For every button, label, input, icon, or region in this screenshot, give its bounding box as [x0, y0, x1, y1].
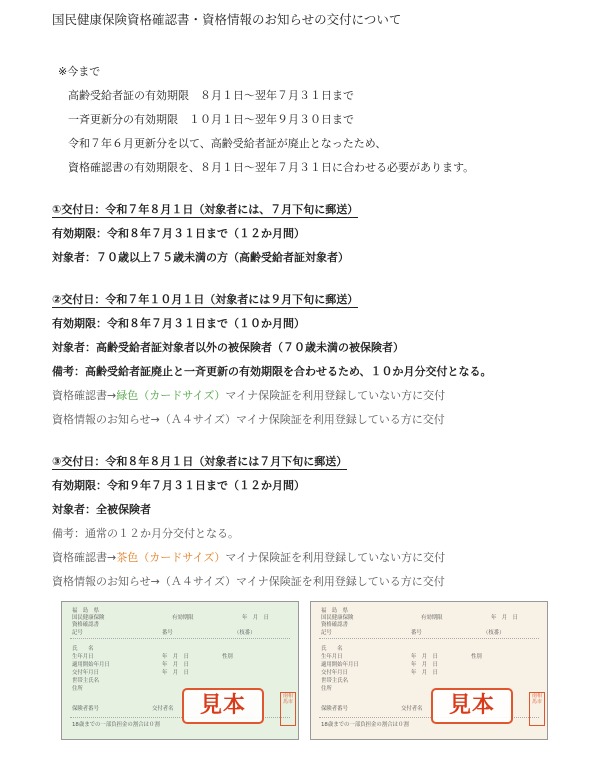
section-3-validity: 有効期限：令和９年７月３１日まで（１２か月間）: [52, 479, 305, 492]
card-birth-ymd: 年 月 日: [411, 654, 438, 660]
card-insurer-no: 保険者番号: [72, 706, 99, 712]
card-insurer-no: 保険者番号: [321, 706, 348, 712]
card-bango: 番号: [162, 630, 173, 636]
card-address: 住所: [72, 686, 83, 692]
section-3-notice-line: 資格情報のお知らせ→（Ａ４サイズ）マイナ保険証を利用登録している方に交付: [52, 575, 445, 588]
seal-stamp: 南相馬市: [529, 692, 545, 726]
card-prefix: 資格確認書→: [52, 551, 117, 564]
card-kigo: 記号: [72, 630, 83, 636]
seal-stamp: 南相馬市: [280, 692, 296, 726]
divider: [70, 638, 290, 639]
section-3-heading: ③交付日：令和８年８月１日（対象者には７月下旬に郵送）: [52, 455, 348, 468]
section-3-note: 備考：通常の１２か月分交付となる。: [52, 527, 239, 540]
section-2-notice-line: 資格情報のお知らせ→（Ａ４サイズ）マイナ保険証を利用登録している方に交付: [52, 413, 445, 426]
card-title-1: 国民健康保険: [321, 615, 354, 621]
card-edaban: （枝番）: [234, 630, 256, 636]
card-issued: 交付年月日: [321, 670, 348, 676]
section-1-heading: ①交付日：令和７年８月１日（対象者には、７月下旬に郵送）: [52, 203, 359, 216]
card-birth-ymd: 年 月 日: [162, 654, 189, 660]
page-title: 国民健康保険資格確認書・資格情報のお知らせの交付について: [52, 12, 402, 27]
card-title-1: 国民健康保険: [72, 615, 105, 621]
section-1-validity: 有効期限：令和８年７月３１日まで（１２か月間）: [52, 227, 305, 240]
card-edaban: （枝番）: [483, 630, 505, 636]
card-address: 住所: [321, 686, 332, 692]
divider: [319, 638, 539, 639]
card-birth: 生年月日: [72, 654, 94, 660]
section-2-validity: 有効期限：令和８年７月３１日まで（１０か月間）: [52, 317, 305, 330]
card-title-2: 資格確認書: [72, 622, 99, 628]
card-kigo: 記号: [321, 630, 332, 636]
card-householder: 世帯主氏名: [72, 678, 99, 684]
green-card-sample: [61, 601, 299, 740]
section-2-note: 備考：高齢受給者証廃止と一斉更新の有効期限を合わせるため、１０か月分交付となる。: [52, 365, 492, 378]
section-2-target: 対象者：高齢受給者証対象者以外の被保険者（７０歳未満の被保険者）: [52, 341, 404, 354]
card-title-2: 資格確認書: [321, 622, 348, 628]
sample-stamp: 見本: [182, 688, 264, 724]
intro-line: 高齢受給者証の有効期限 ８月１日～翌年７月３１日まで: [68, 89, 354, 102]
intro-line: 一斉更新分の有効期限 １０月１日～翌年９月３０日まで: [68, 113, 354, 126]
card-footer: 18歳までの一部負担金の割合は０割: [72, 722, 160, 728]
card-suffix: マイナ保険証を利用登録していない方に交付: [225, 551, 446, 564]
card-issued: 交付年月日: [72, 670, 99, 676]
card-pref: 福 島 県: [72, 608, 99, 614]
sample-stamp: 見本: [431, 688, 513, 724]
section-3-card-line: [52, 551, 445, 565]
brown-card-sample: [310, 601, 548, 740]
card-apply-start: 適用開始年月日: [72, 662, 110, 668]
card-apply-ymd: 年 月 日: [162, 662, 189, 668]
card-issued-ymd: 年 月 日: [162, 670, 189, 676]
card-apply-ymd: 年 月 日: [411, 662, 438, 668]
intro-line: 資格確認書の有効期限を、８月１日～翌年７月３１日に合わせる必要があります。: [68, 161, 475, 174]
section-1-target: 対象者：７０歳以上７５歳未満の方（高齢受給者証対象者）: [52, 251, 349, 264]
card-expiry-ymd: 年 月 日: [491, 615, 518, 621]
section-3-target: 対象者：全被保険者: [52, 503, 151, 516]
card-issuer: 交付者名: [401, 706, 423, 712]
card-issued-ymd: 年 月 日: [411, 670, 438, 676]
card-footer: 18歳までの一部負担金の割合は０割: [321, 722, 409, 728]
card-suffix: マイナ保険証を利用登録していない方に交付: [225, 389, 446, 402]
card-expiry-label: 有効期限: [172, 615, 194, 621]
card-color-green: 緑色（カードサイズ）: [116, 389, 226, 402]
card-name: 氏 名: [72, 646, 94, 652]
card-apply-start: 適用開始年月日: [321, 662, 359, 668]
card-expiry-label: 有効期限: [421, 615, 443, 621]
card-birth: 生年月日: [321, 654, 343, 660]
card-color-brown: 茶色（カードサイズ）: [116, 551, 226, 564]
card-name: 氏 名: [321, 646, 343, 652]
card-sex: 性別: [471, 654, 482, 660]
card-expiry-ymd: 年 月 日: [242, 615, 269, 621]
card-prefix: 資格確認書→: [52, 389, 117, 402]
card-sex: 性別: [222, 654, 233, 660]
section-2-heading: ②交付日：令和７年１０月１日（対象者には９月下旬に郵送）: [52, 293, 359, 306]
card-issuer: 交付者名: [152, 706, 174, 712]
intro-line: 令和７年６月更新分を以て、高齢受給者証が廃止となったため、: [68, 137, 387, 150]
card-bango: 番号: [411, 630, 422, 636]
intro-heading: ※今まで: [58, 65, 101, 78]
section-2-card-line: [52, 389, 445, 403]
card-householder: 世帯主氏名: [321, 678, 348, 684]
card-pref: 福 島 県: [321, 608, 348, 614]
